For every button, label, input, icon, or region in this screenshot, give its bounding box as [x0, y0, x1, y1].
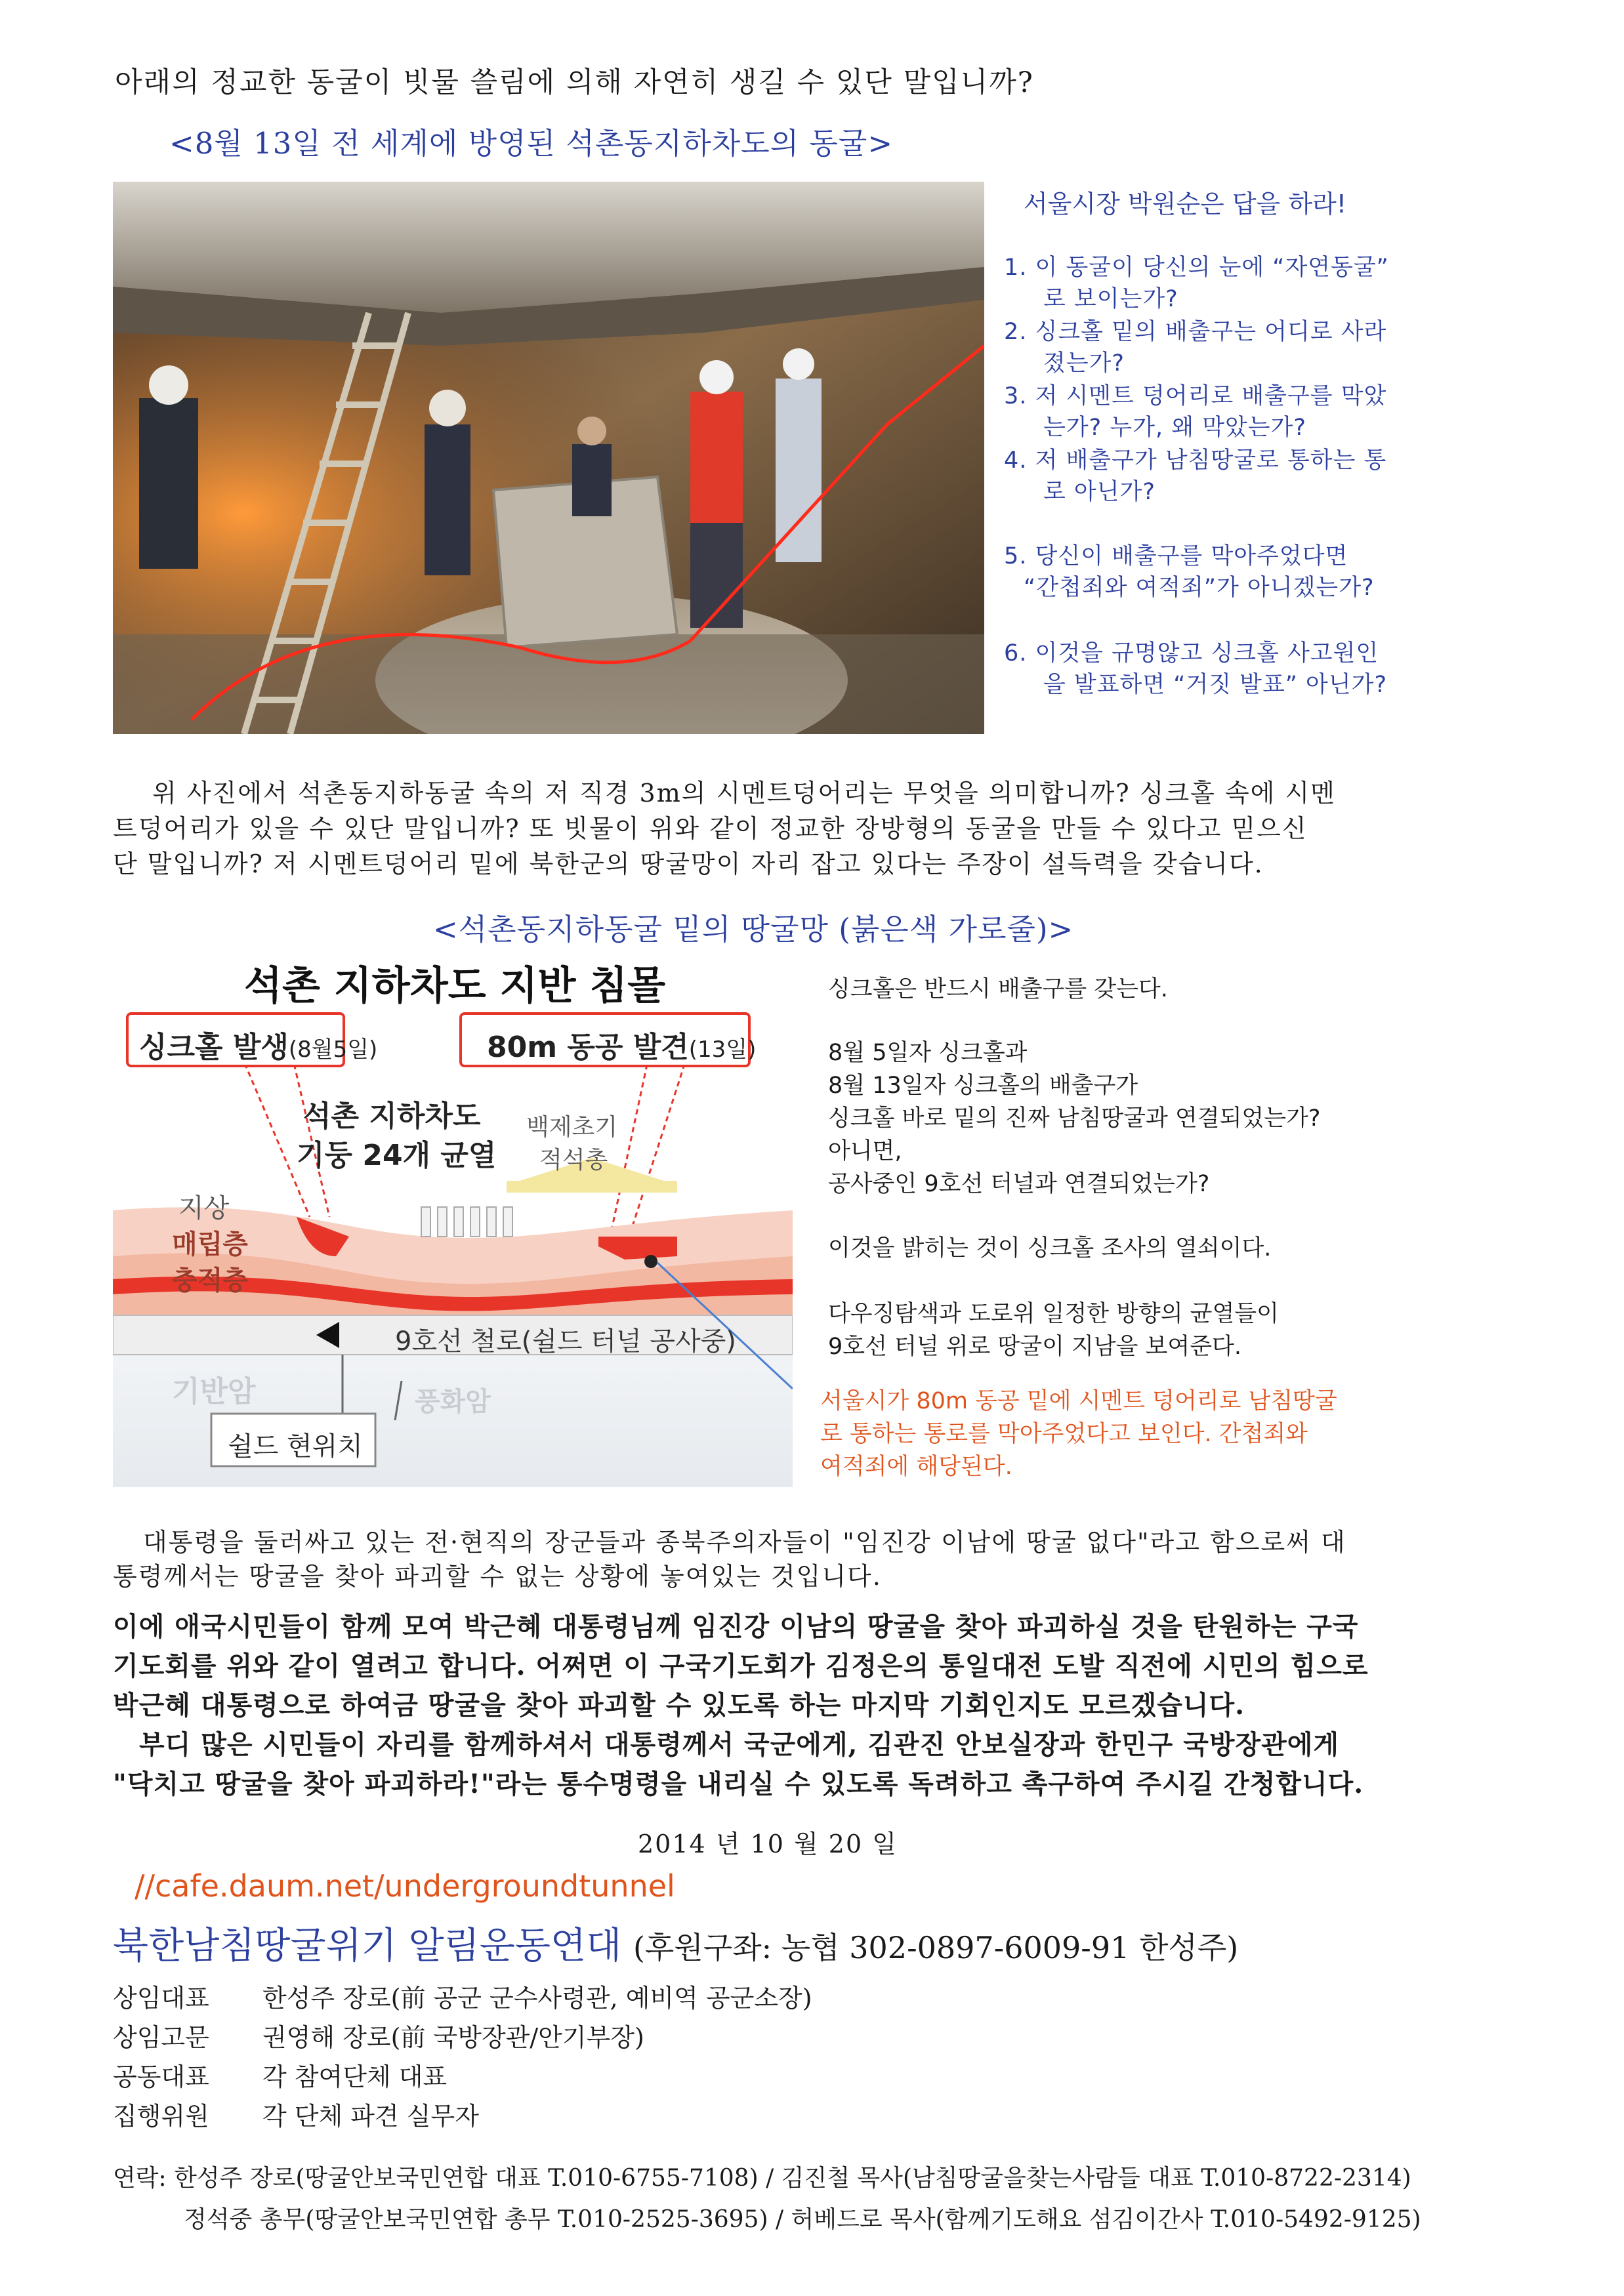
box-right-date: (13일): [688, 1036, 757, 1063]
side-text-line-7: 공사중인 9호선 터널과 연결되었는가?: [828, 1171, 1210, 1197]
diagram-caption: <석촌동지하동굴 밑의 땅굴망 (붉은색 가로줄)>: [433, 912, 1074, 947]
question-1-line-2: 로 보이는가?: [1043, 286, 1178, 312]
staff-desc-4: 각 단체 파견 실무자: [262, 2102, 479, 2131]
staff-desc-2: 권영해 장로(前 국방장관/안기부장): [262, 2023, 644, 2052]
side-text-line-3: 8월 5일자 싱크홀과: [828, 1040, 1028, 1066]
photo-caption: <8월 13일 전 세계에 방영된 석촌동지하차도의 동굴>: [169, 126, 894, 161]
contact-line-2: 정석중 총무(땅굴안보국민연합 총무 T.010-2525-3695) / 허베드로 목사(함께기도해요 섬김이간사 T.010-5492-9125): [184, 2206, 1421, 2233]
layer-bedrock: 기반암: [172, 1375, 256, 1408]
layer-weathered: 풍화암: [415, 1387, 491, 1417]
box-right-text: 80m 동공 발견: [487, 1031, 689, 1064]
box-left-date: (8월5일): [288, 1036, 378, 1063]
question-5-line-1: 5. 당신이 배출구를 막아주었다면: [1004, 543, 1348, 569]
org-name: 북한남침땅굴위기 알림운동연대: [113, 1925, 622, 1967]
diagram-center-line-1: 석촌 지하차도: [303, 1099, 481, 1133]
diagram-side-label-2: 적석총: [539, 1147, 608, 1174]
layer-fill: 매립층: [172, 1229, 248, 1260]
staff-role-1: 상임대표: [113, 1984, 209, 2013]
date-line: 2014 년 10 월 20 일: [638, 1830, 898, 1858]
question-4-line-2: 로 아닌가?: [1043, 479, 1156, 505]
para1-line-3: 단 말입니까? 저 시멘트덩어리 밑에 북한군의 땅굴망이 자리 잡고 있다는 주장이 설득력을 갖습니다.: [113, 850, 1264, 878]
sinkhole-diagram: [113, 948, 793, 1487]
box-right-label: [487, 1023, 756, 1065]
question-6-line-1: 6. 이것을 규명않고 싱크홀 사고원인: [1004, 640, 1379, 666]
side-text-line-12: 9호선 터널 위로 땅굴이 지남을 보여준다.: [828, 1334, 1241, 1360]
para2-line-2: 통령께서는 땅굴을 찾아 파괴할 수 없는 상황에 놓여있는 것입니다.: [113, 1562, 882, 1591]
side-text-line-9: 이것을 밝히는 것이 싱크홀 조사의 열쇠이다.: [828, 1235, 1272, 1261]
staff-role-4: 집행위원: [113, 2102, 209, 2131]
side-text-orange-line-3: 여적죄에 해당된다.: [820, 1454, 1012, 1480]
side-text-line-4: 8월 13일자 싱크홀의 배출구가: [828, 1073, 1138, 1099]
staff-role-3: 공동대표: [113, 2062, 209, 2091]
tunnel-photo: [113, 182, 984, 734]
question-4-line-1: 4. 저 배출구가 남침땅굴로 통하는 통: [1004, 447, 1387, 474]
intro-question: 아래의 정교한 동굴이 빗물 쓸림에 의해 자연히 생길 수 있단 말입니까?: [115, 66, 1034, 99]
qa-title: 서울시장 박원순은 답을 하라!: [1024, 190, 1346, 218]
para1-line-2: 트덩어리가 있을 수 있단 말입니까? 또 빗물이 위와 같이 정교한 장방형의 동굴을 만들 수 있다고 믿으신: [113, 814, 1308, 843]
question-3-line-2: 는가? 누가, 왜 막았는가?: [1043, 415, 1306, 441]
org-account: (후원구좌: 농협 302-0897-6009-91 한성주): [633, 1930, 1239, 1965]
staff-role-2: 상임고문: [113, 2023, 209, 2052]
side-text-line-6: 아니면,: [828, 1138, 902, 1164]
para2-line-1: 대통령을 둘러싸고 있는 전·현직의 장군들과 종북주의자들이 "임진강 이남에 땅굴 없다"라고 함으로써 대: [143, 1528, 1346, 1557]
box-left-label: [139, 1023, 377, 1065]
question-3-line-1: 3. 저 시멘트 덩어리로 배출구를 막았: [1004, 383, 1387, 409]
question-6-line-2: 을 발표하면 “거짓 발표” 아닌가?: [1043, 672, 1388, 698]
staff-desc-3: 각 참여단체 대표: [262, 2062, 448, 2091]
org-line: [113, 1917, 1238, 1969]
cafe-url[interactable]: //cafe.daum.net/undergroundtunnel: [135, 1868, 675, 1904]
diagram-title: 석촌 지하차도 지반 침몰: [244, 963, 666, 1009]
question-2-line-2: 졌는가?: [1043, 350, 1125, 377]
question-2-line-1: 2. 싱크홀 밑의 배출구는 어디로 사라: [1004, 319, 1387, 345]
side-text-orange-line-1: 서울시가 80m 동공 밑에 시멘트 덩어리로 남침땅굴: [820, 1388, 1337, 1414]
contact-line-1: 연락: 한성주 장로(땅굴안보국민연합 대표 T.010-6755-7108) / 김진철 목사(남침땅굴을찾는사람들 대표 T.010-8722-2314): [113, 2165, 1411, 2192]
box-left-text: 싱크홀 발생: [139, 1031, 289, 1064]
tunnel-label: 9호선 철로(쉴드 터널 공사중): [395, 1326, 736, 1357]
diagram-center-line-2: 기둥 24개 균열: [297, 1139, 497, 1172]
para1-line-1: 위 사진에서 석촌동지하동굴 속의 저 직경 3m의 시멘트덩어리는 무엇을 의미합니까? 싱크홀 속에 시멘: [152, 779, 1336, 808]
side-text-line-11: 다우징탐색과 도로위 일정한 방향의 균열들이: [828, 1301, 1279, 1327]
side-text-line-1: 싱크홀은 반드시 배출구를 갖는다.: [828, 976, 1168, 1002]
side-text-line-5: 싱크홀 바로 밑의 진짜 남침땅굴과 연결되었는가?: [828, 1105, 1321, 1132]
appeal-line-5: "닥치고 땅굴을 찾아 파괴하라!"라는 통수명령을 내리실 수 있도록 독려하고 촉구하여 주시길 간청합니다.: [113, 1769, 1364, 1799]
diagram-side-label-1: 백제초기: [526, 1114, 618, 1141]
appeal-line-2: 기도회를 위와 같이 열려고 합니다. 어쩌면 이 구국기도회가 김정은의 통일대전 도발 직전에 시민의 힘으로: [113, 1650, 1369, 1681]
appeal-line-4: 부디 많은 시민들이 자리를 함께하셔서 대통령께서 국군에게, 김관진 안보실장과 한민구 국방장관에게: [139, 1729, 1340, 1760]
side-text-orange-line-2: 로 통하는 통로를 막아주었다고 보인다. 간첩죄와: [820, 1421, 1308, 1447]
shield-position-label: 쉴드 현위치: [228, 1431, 363, 1462]
layer-ground: 지상: [178, 1193, 230, 1223]
question-1-line-1: 1. 이 동굴이 당신의 눈에 “자연동굴”: [1004, 255, 1389, 281]
appeal-line-1: 이에 애국시민들이 함께 모여 박근혜 대통령님께 임진강 이남의 땅굴을 찾아 파괴하실 것을 탄원하는 구국: [113, 1611, 1359, 1642]
layer-sediment: 충적층: [172, 1265, 248, 1296]
tunnel-photo-illustration: [113, 182, 984, 734]
appeal-line-3: 박근혜 대통령으로 하여금 땅굴을 찾아 파괴할 수 있도록 하는 마지막 기회인지도 모르겠습니다.: [113, 1690, 1245, 1721]
staff-desc-1: 한성주 장로(前 공군 군수사령관, 예비역 공군소장): [262, 1984, 812, 2013]
question-5-line-2: “간첩죄와 여적죄”가 아니겠는가?: [1024, 575, 1375, 601]
